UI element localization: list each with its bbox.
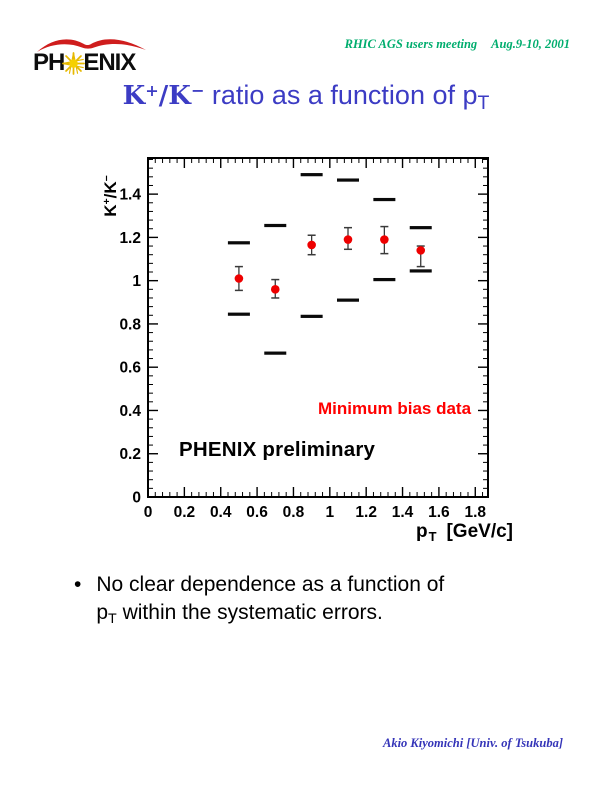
syst-error-bottom	[337, 299, 359, 302]
svg-text:1.8: 1.8	[464, 504, 487, 521]
title-kaon-symbol: K+/K−	[122, 80, 205, 111]
svg-text:0.4: 0.4	[119, 402, 141, 420]
kaon-ratio-chart	[95, 140, 540, 570]
data-point	[416, 246, 425, 255]
data-point	[307, 241, 316, 250]
x-axis	[144, 158, 487, 521]
logo-text-right: ENIX	[83, 49, 136, 76]
syst-error-top	[337, 178, 359, 181]
syst-error-top	[373, 198, 395, 201]
phenix-logo-text	[33, 49, 135, 77]
bullet-marker: •	[74, 573, 82, 596]
svg-text:1: 1	[325, 504, 335, 521]
syst-error-bottom	[373, 278, 395, 281]
svg-text:0.2: 0.2	[119, 446, 141, 464]
data-point	[271, 285, 280, 294]
svg-text:0: 0	[132, 489, 141, 507]
meeting-name: RHIC AGS users meeting	[344, 37, 478, 51]
title-pt-subscript: T	[477, 91, 490, 114]
svg-text:0: 0	[143, 504, 153, 521]
x-axis-label: $p_T$ [GeV/c]	[415, 521, 513, 544]
data-series	[228, 173, 432, 355]
svg-text:1.2: 1.2	[355, 504, 377, 521]
svg-text:0.6: 0.6	[246, 504, 268, 521]
svg-text:0.8: 0.8	[282, 504, 305, 521]
minimum-bias-label: Minimum bias data	[318, 399, 472, 418]
svg-text:0.4: 0.4	[209, 504, 232, 521]
meeting-header	[345, 37, 570, 52]
syst-error-top	[228, 241, 250, 244]
phenix-preliminary-label: PHENIX preliminary	[179, 438, 376, 461]
sunburst-icon	[62, 52, 85, 75]
author-credit: Akio Kiyomichi [Univ. of Tsukuba]	[383, 736, 563, 750]
data-point	[344, 235, 353, 244]
svg-text:1.4: 1.4	[119, 186, 141, 204]
syst-error-bottom	[264, 352, 286, 355]
svg-text:1.4: 1.4	[391, 504, 414, 521]
title-rest: ratio as a function of p	[204, 80, 478, 110]
meeting-date: Aug.9-10, 2001	[491, 37, 570, 51]
slide-title	[0, 80, 612, 115]
svg-text:0.8: 0.8	[119, 316, 141, 334]
bullet-line-1: No clear dependence as a function of	[96, 573, 445, 596]
phenix-logo	[30, 30, 160, 80]
syst-error-top	[301, 173, 323, 176]
syst-error-bottom	[228, 313, 250, 316]
data-point	[380, 235, 389, 244]
chart-canvas	[95, 140, 540, 570]
svg-text:1.2: 1.2	[119, 229, 141, 247]
svg-text:1.6: 1.6	[428, 504, 450, 521]
syst-error-top	[410, 226, 432, 229]
data-point	[235, 274, 244, 283]
bullet-list	[74, 571, 444, 633]
syst-error-bottom	[410, 269, 432, 272]
svg-text:0.2: 0.2	[173, 504, 196, 521]
svg-text:1: 1	[132, 273, 141, 291]
syst-error-bottom	[301, 315, 323, 318]
bullet-line-2: $p_T$ within the systematic errors.	[96, 601, 383, 627]
svg-text:0.6: 0.6	[119, 359, 141, 377]
y-axis-label: K+/K−	[101, 175, 120, 217]
logo-text-left: PH	[33, 49, 65, 76]
syst-error-top	[264, 224, 286, 227]
bullet-text	[96, 571, 444, 633]
